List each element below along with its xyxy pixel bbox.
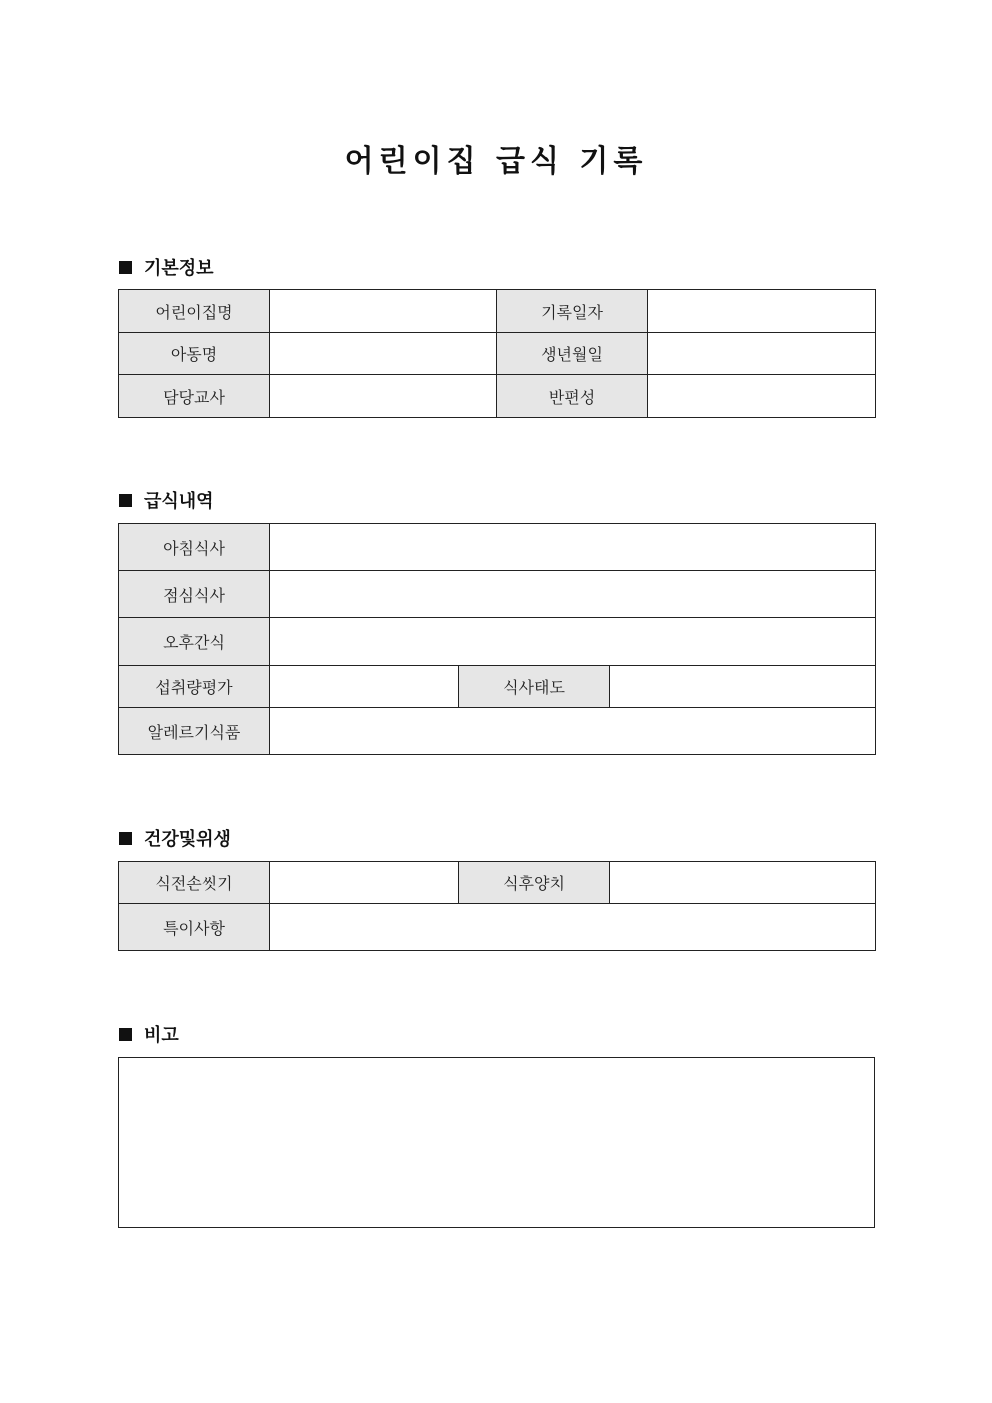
section-heading-meals [119, 487, 214, 513]
section-heading-label: 비고 [144, 1025, 179, 1046]
record-date-field[interactable] [648, 290, 876, 333]
section-heading-label: 급식내역 [144, 491, 214, 512]
section-heading-basic-info [119, 254, 214, 280]
table-row [119, 524, 876, 571]
square-bullet-icon [119, 832, 132, 845]
birth-date-field[interactable] [648, 333, 876, 375]
table-row [119, 571, 876, 618]
handwash-label: 식전손씻기 [119, 862, 270, 904]
remarks-box[interactable] [118, 1057, 875, 1228]
lunch-field[interactable] [270, 571, 876, 618]
eating-attitude-field[interactable] [610, 666, 876, 708]
after-meal-field[interactable] [610, 862, 876, 904]
class-field[interactable] [648, 375, 876, 418]
section-heading-label: 건강및위생 [144, 829, 231, 850]
lunch-label: 점심식사 [119, 571, 270, 618]
allergy-food-label: 알레르기식품 [119, 708, 270, 755]
table-row [119, 666, 876, 708]
section-heading-remarks [119, 1021, 179, 1047]
child-name-label: 아동명 [119, 333, 270, 375]
allergy-food-field[interactable] [270, 708, 876, 755]
teacher-label: 담당교사 [119, 375, 270, 418]
afternoon-snack-label: 오후간식 [119, 618, 270, 666]
notes-field[interactable] [270, 904, 876, 951]
class-label: 반편성 [497, 375, 648, 418]
page-title: 어린이집 급식 기록 [344, 144, 648, 179]
eating-attitude-label: 식사태도 [459, 666, 610, 708]
table-row [119, 290, 876, 333]
table-row [119, 904, 876, 951]
section-heading-health [119, 825, 231, 851]
afternoon-snack-field[interactable] [270, 618, 876, 666]
child-name-field[interactable] [270, 333, 497, 375]
handwash-field[interactable] [270, 862, 459, 904]
table-row [119, 618, 876, 666]
after-meal-label: 식후양치 [459, 862, 610, 904]
daycare-name-label: 어린이집명 [119, 290, 270, 333]
breakfast-field[interactable] [270, 524, 876, 571]
intake-eval-label: 섭취량평가 [119, 666, 270, 708]
health-table [118, 861, 876, 951]
square-bullet-icon [119, 494, 132, 507]
record-date-label: 기록일자 [497, 290, 648, 333]
breakfast-label: 아침식사 [119, 524, 270, 571]
section-heading-label: 기본정보 [144, 258, 214, 279]
daycare-name-field[interactable] [270, 290, 497, 333]
birth-date-label: 생년월일 [497, 333, 648, 375]
table-row [119, 333, 876, 375]
meals-table [118, 523, 876, 755]
table-row [119, 862, 876, 904]
basic-info-table [118, 289, 876, 418]
intake-eval-field[interactable] [270, 666, 459, 708]
square-bullet-icon [119, 1028, 132, 1041]
table-row [119, 708, 876, 755]
notes-label: 특이사항 [119, 904, 270, 951]
square-bullet-icon [119, 261, 132, 274]
table-row [119, 375, 876, 418]
teacher-field[interactable] [270, 375, 497, 418]
